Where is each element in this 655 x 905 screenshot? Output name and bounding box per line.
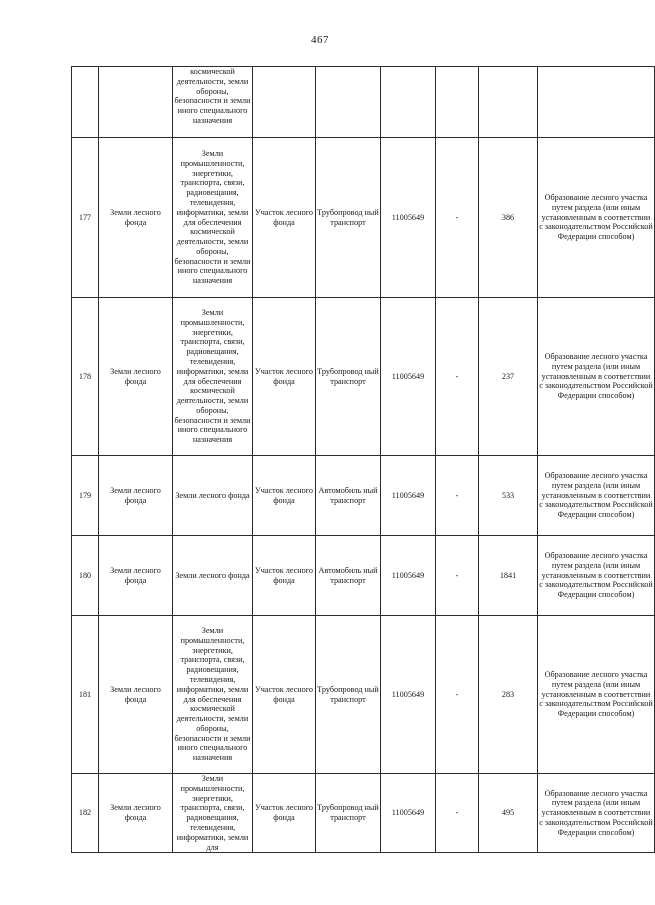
- area-cell: 386: [479, 138, 538, 298]
- object-type-cell: Участок лесного фонда: [253, 298, 316, 456]
- permitted-use-cell: [173, 536, 253, 616]
- formation-method-cell: Образование лесного участка путем раздела (или иным установленным в соответствии с законодательством Российской Федерации способом): [538, 774, 655, 853]
- code-cell: [381, 67, 436, 138]
- purpose-cell: Трубопровод ный транспорт: [316, 774, 381, 853]
- code-cell: 11005649: [381, 616, 436, 774]
- purpose-cell: [316, 67, 381, 138]
- permitted-use-text: Земли промышленности, энергетики, транспорта, связи, радиовещания, телевидения, информатики, земли для обеспечения космической деятельности, земли обороны, безопасности и земли иного специального назначения: [174, 307, 251, 445]
- purpose-cell: Трубопровод ный транспорт: [316, 298, 381, 456]
- permitted-use-text: Земли промышленности, энергетики, транспорта, связи, радиовещания, телевидения, информатики, земли для обеспечения космической деятельности, земли обороны, безопасности и земли иного специального назначения: [174, 148, 251, 286]
- permitted-use-text: Земли лесного фонда: [175, 570, 250, 580]
- land-category-cell: Земли лесного фонда: [99, 616, 173, 774]
- permitted-use-cell: [173, 138, 253, 298]
- row-number-cell: 182: [72, 774, 99, 853]
- permitted-use-text: Земли промышленности, энергетики, транспорта, связи, радиовещания, телевидения, информатики, земли для обеспечения космической деятельности, земли обороны, безопасности и земли иного специального назначения: [174, 625, 251, 763]
- dash-cell: -: [436, 774, 479, 853]
- area-cell: [479, 67, 538, 138]
- object-type-cell: [253, 67, 316, 138]
- land-category-cell: Земли лесного фонда: [99, 138, 173, 298]
- land-category-cell: Земли лесного фонда: [99, 456, 173, 536]
- dash-cell: -: [436, 298, 479, 456]
- row-number-cell: [72, 67, 99, 138]
- page-number: 467: [311, 34, 329, 46]
- table-row-177: [72, 138, 655, 298]
- permitted-use-cell: [173, 774, 253, 853]
- dash-cell: -: [436, 536, 479, 616]
- purpose-cell: Автомобиль ный транспорт: [316, 536, 381, 616]
- row-number-cell: 179: [72, 456, 99, 536]
- row-number-cell: 181: [72, 616, 99, 774]
- formation-method-cell: Образование лесного участка путем раздела (или иным установленным в соответствии с законодательством Российской Федерации способом): [538, 138, 655, 298]
- purpose-cell: Трубопровод ный транспорт: [316, 138, 381, 298]
- area-cell: 495: [479, 774, 538, 853]
- table-row-181: [72, 616, 655, 774]
- code-cell: 11005649: [381, 774, 436, 853]
- permitted-use-cell: [173, 456, 253, 536]
- code-cell: 11005649: [381, 456, 436, 536]
- area-cell: 533: [479, 456, 538, 536]
- dash-cell: -: [436, 138, 479, 298]
- formation-method-cell: Образование лесного участка путем раздела (или иным установленным в соответствии с законодательством Российской Федерации способом): [538, 456, 655, 536]
- land-category-cell: Земли лесного фонда: [99, 774, 173, 853]
- permitted-use-text: Земли лесного фонда: [175, 490, 250, 500]
- object-type-cell: Участок лесного фонда: [253, 616, 316, 774]
- row-number-cell: 178: [72, 298, 99, 456]
- table-row-continuation: [72, 67, 655, 138]
- purpose-cell: Автомобиль ный транспорт: [316, 456, 381, 536]
- table-row-179: [72, 456, 655, 536]
- dash-cell: [436, 67, 479, 138]
- land-plot-register-table: [71, 66, 655, 853]
- area-cell: 1841: [479, 536, 538, 616]
- area-cell: 237: [479, 298, 538, 456]
- land-category-cell: Земли лесного фонда: [99, 298, 173, 456]
- formation-method-cell: Образование лесного участка путем раздела (или иным установленным в соответствии с законодательством Российской Федерации способом): [538, 616, 655, 774]
- table-row-182: [72, 774, 655, 853]
- land-category-cell: [99, 67, 173, 138]
- code-cell: 11005649: [381, 536, 436, 616]
- code-cell: 11005649: [381, 298, 436, 456]
- formation-method-cell: Образование лесного участка путем раздела (или иным установленным в соответствии с законодательством Российской Федерации способом): [538, 536, 655, 616]
- land-category-cell: Земли лесного фонда: [99, 536, 173, 616]
- object-type-cell: Участок лесного фонда: [253, 774, 316, 853]
- dash-cell: -: [436, 616, 479, 774]
- table-row-178: [72, 298, 655, 456]
- permitted-use-cell: [173, 67, 253, 138]
- object-type-cell: Участок лесного фонда: [253, 456, 316, 536]
- object-type-cell: Участок лесного фонда: [253, 138, 316, 298]
- formation-method-cell: Образование лесного участка путем раздела (или иным установленным в соответствии с законодательством Российской Федерации способом): [538, 298, 655, 456]
- table-row-180: [72, 536, 655, 616]
- permitted-use-cell: [173, 616, 253, 774]
- permitted-use-text: космической деятельности, земли обороны, безопасности и земли иного специального назначения: [174, 67, 251, 125]
- row-number-cell: 177: [72, 138, 99, 298]
- purpose-cell: Трубопровод ный транспорт: [316, 616, 381, 774]
- formation-method-cell: [538, 67, 655, 138]
- row-number-cell: 180: [72, 536, 99, 616]
- dash-cell: -: [436, 456, 479, 536]
- permitted-use-text: Земли промышленности, энергетики, транспорта, связи, радиовещания, телевидения, информатики, земли для: [176, 774, 249, 852]
- permitted-use-cell: [173, 298, 253, 456]
- code-cell: 11005649: [381, 138, 436, 298]
- area-cell: 283: [479, 616, 538, 774]
- object-type-cell: Участок лесного фонда: [253, 536, 316, 616]
